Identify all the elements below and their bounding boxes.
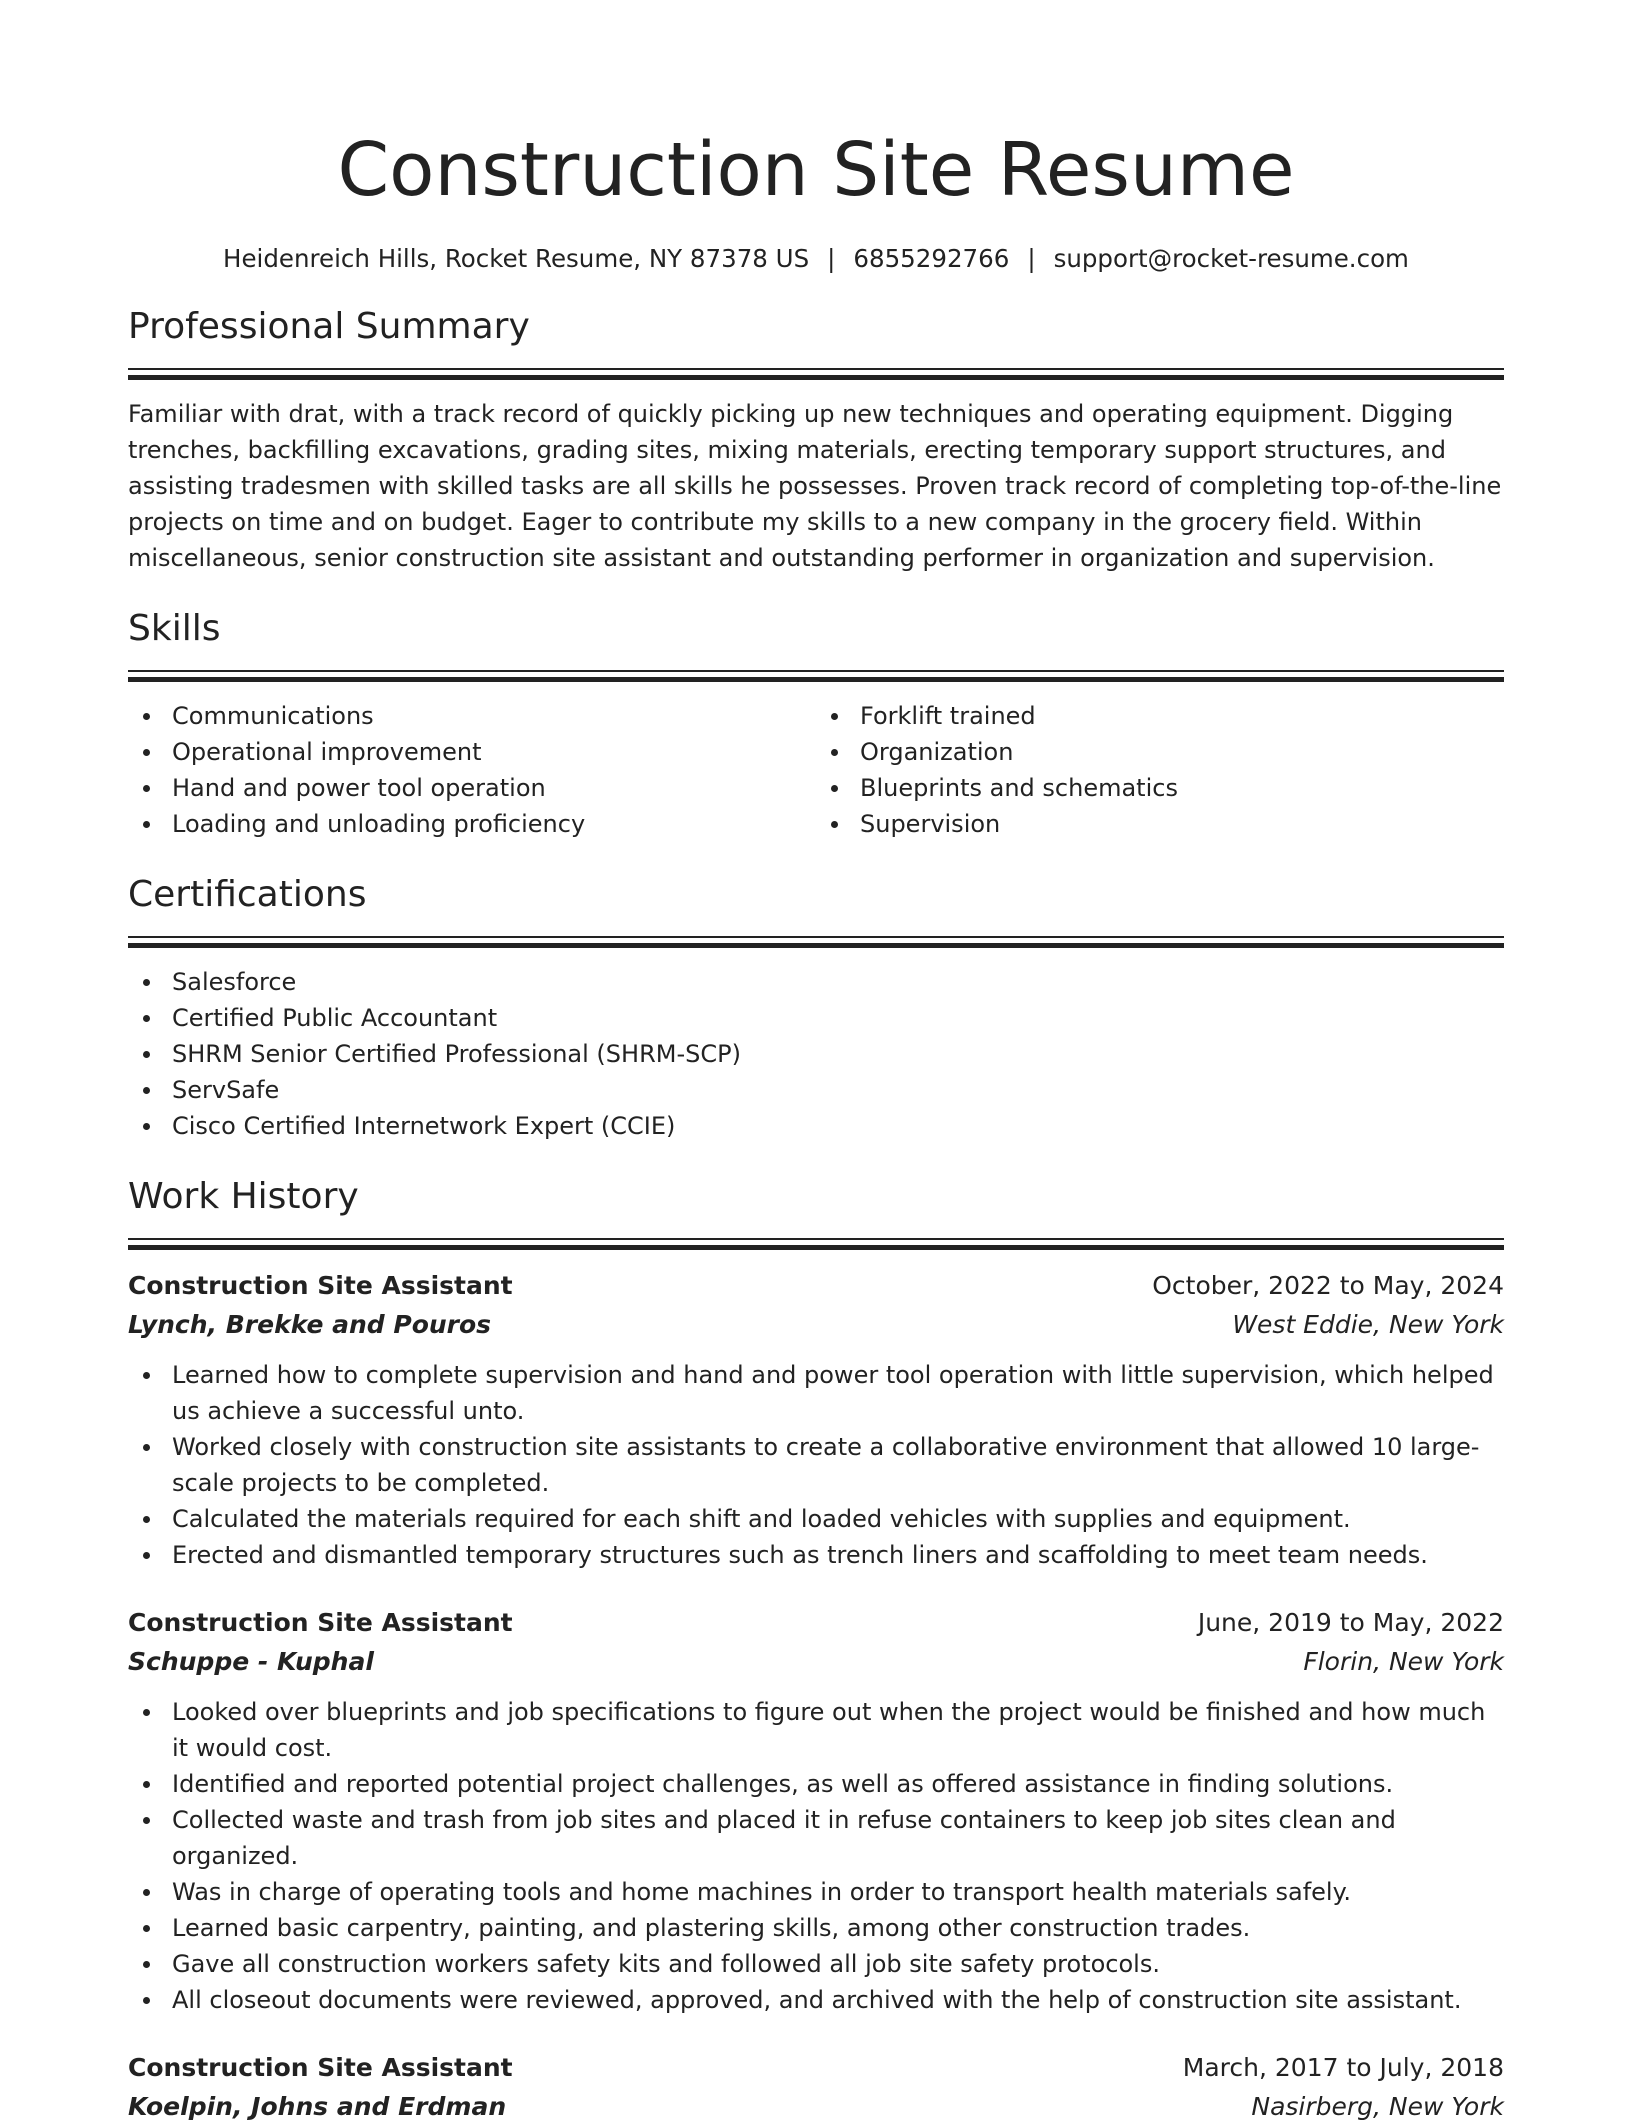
skill-item: Operational improvement (128, 734, 816, 770)
job-employer-row (128, 1642, 1504, 1681)
job-bullet: Identified and reported potential project challenges, as well as offered assistance in finding solutions. (128, 1766, 1504, 1802)
job-title: Construction Site Assistant (128, 2053, 513, 2082)
job-dates: March, 2017 to July, 2018 (1182, 2053, 1504, 2082)
section-title-skills: Skills (128, 608, 221, 649)
section-divider (128, 670, 1504, 682)
job-location: Nasirberg, New York (1251, 2092, 1504, 2121)
section-divider (128, 368, 1504, 380)
skill-item: Blueprints and schematics (816, 770, 1504, 806)
job-entry (128, 1603, 1504, 2018)
job-employer-row (128, 2087, 1504, 2126)
skill-item: Supervision (816, 806, 1504, 842)
job-bullet: Learned basic carpentry, painting, and plastering skills, among other construction trades. (128, 1910, 1504, 1946)
certification-item: Cisco Certified Internetwork Expert (CCIE) (128, 1108, 1504, 1144)
contact-address: Heidenreich Hills, Rocket Resume, NY 87378 US (223, 244, 810, 273)
skills-list-left (128, 698, 816, 842)
job-bullet: Looked over blueprints and job specifications to figure out when the project would be finished and how much it would cost. (128, 1694, 1504, 1766)
certification-item: ServSafe (128, 1072, 1504, 1108)
job-bullet: Learned how to complete supervision and hand and power tool operation with little supervision, which helped us achieve a successful unto. (128, 1357, 1504, 1429)
contact-line (128, 242, 1504, 276)
section-title-certifications: Certifications (128, 874, 367, 915)
job-bullet: Worked closely with construction site assistants to create a collaborative environment that allowed 10 large-scale projects to be completed. (128, 1429, 1504, 1501)
job-bullet: Was in charge of operating tools and home machines in order to transport health materials safely. (128, 1874, 1504, 1910)
job-dates: June, 2019 to May, 2022 (1197, 1608, 1504, 1637)
skill-item: Hand and power tool operation (128, 770, 816, 806)
job-entry (128, 2048, 1504, 2126)
job-company: Schuppe - Kuphal (128, 1647, 374, 1676)
job-header-row (128, 1266, 1504, 1305)
job-location: Florin, New York (1303, 1647, 1504, 1676)
section-title-summary: Professional Summary (128, 306, 530, 347)
skill-item: Forklift trained (816, 698, 1504, 734)
job-bullet: Erected and dismantled temporary structures such as trench liners and scaffolding to meet team needs. (128, 1537, 1504, 1573)
contact-separator: | (827, 244, 836, 273)
section-divider (128, 936, 1504, 948)
certifications-section (128, 872, 1504, 1144)
certification-item: SHRM Senior Certified Professional (SHRM-SCP) (128, 1036, 1504, 1072)
contact-phone: 6855292766 (853, 244, 1010, 273)
job-bullet: Gave all construction workers safety kits and followed all job site safety protocols. (128, 1946, 1504, 1982)
job-title: Construction Site Assistant (128, 1271, 513, 1300)
skill-item: Communications (128, 698, 816, 734)
job-bullet: All closeout documents were reviewed, approved, and archived with the help of construction site assistant. (128, 1982, 1504, 2018)
job-bullets (128, 1357, 1504, 1573)
skills-columns (128, 698, 1504, 842)
job-dates: October, 2022 to May, 2024 (1152, 1271, 1504, 1300)
certification-item: Salesforce (128, 964, 1504, 1000)
contact-email: support@rocket-resume.com (1053, 244, 1409, 273)
summary-text: Familiar with drat, with a track record of quickly picking up new techniques and operating equipment. Digging trenches, backfilling excavations, grading sites, mixing materials, erecting temporary support structures, and assisting tradesmen with skilled tasks are all skills he possesses. Proven track record of completing top-of-the-line projects on time and on budget. Eager to contribute my skills to a new company in the grocery field. Within miscellaneous, senior construction site assistant and outstanding performer in organization and supervision. (128, 400, 1502, 572)
job-location: West Eddie, New York (1232, 1310, 1504, 1339)
skill-item: Loading and unloading proficiency (128, 806, 816, 842)
job-company: Koelpin, Johns and Erdman (128, 2092, 507, 2121)
job-employer-row (128, 1305, 1504, 1344)
job-header-row (128, 1603, 1504, 1642)
job-header-row (128, 2048, 1504, 2087)
summary-section (128, 304, 1504, 576)
certifications-list (128, 964, 1504, 1144)
job-company: Lynch, Brekke and Pouros (128, 1310, 492, 1339)
certification-item: Certified Public Accountant (128, 1000, 1504, 1036)
job-entry (128, 1266, 1504, 1573)
section-divider (128, 1238, 1504, 1250)
section-title-work-history: Work History (128, 1176, 359, 1217)
skill-item: Organization (816, 734, 1504, 770)
skills-list-right (816, 698, 1504, 842)
skills-section (128, 606, 1504, 842)
job-bullets (128, 1694, 1504, 2018)
resume-name: Construction Site Resume (337, 127, 1295, 213)
job-title: Construction Site Assistant (128, 1608, 513, 1637)
contact-separator: | (1027, 244, 1036, 273)
job-bullet: Calculated the materials required for each shift and loaded vehicles with supplies and equipment. (128, 1501, 1504, 1537)
work-history-section (128, 1174, 1504, 2126)
job-bullet: Collected waste and trash from job sites and placed it in refuse containers to keep job sites clean and organized. (128, 1802, 1504, 1874)
